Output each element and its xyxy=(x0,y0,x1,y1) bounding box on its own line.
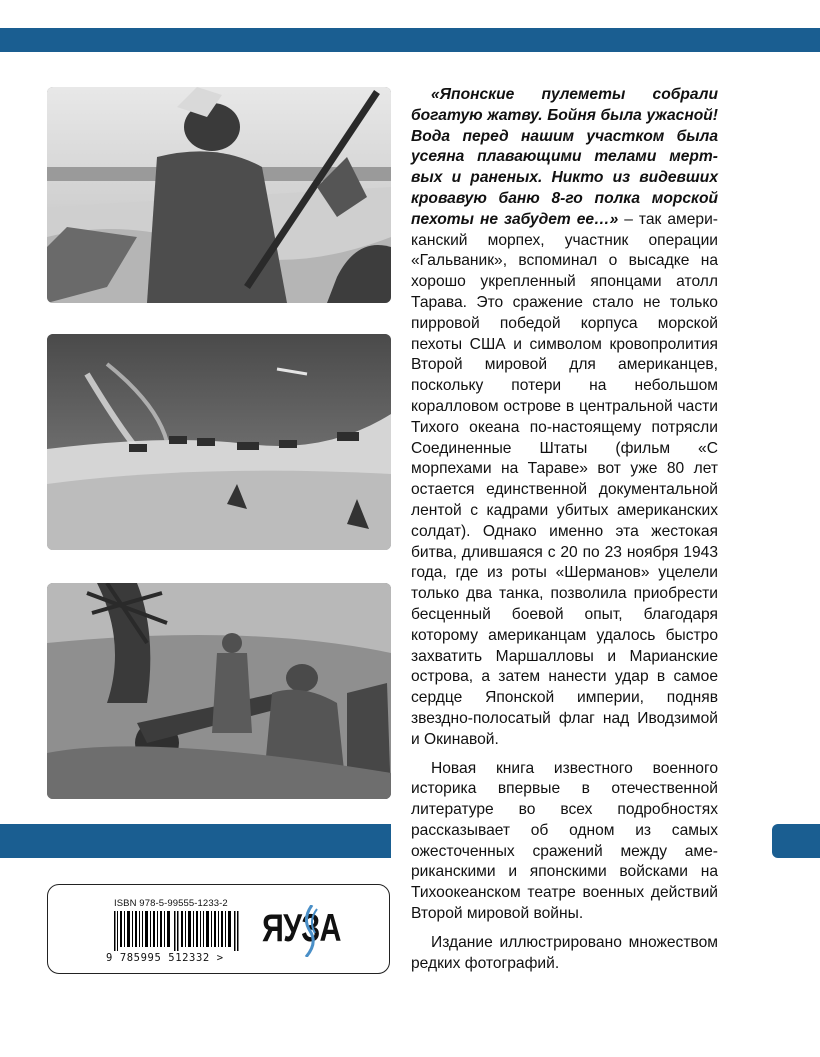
isbn-box xyxy=(47,884,390,974)
photo-artillery-crew xyxy=(47,583,391,799)
top-blue-band xyxy=(0,28,820,52)
photo-aerial-landing-image xyxy=(47,334,391,550)
middle-blue-band xyxy=(0,824,391,858)
annotation-text xyxy=(411,85,718,982)
paragraph-1-rest: – так американский морпех, участник операции «Гальваник», вспоминал о высадке на хорошо укрепленный японцами атолл Тарава. Это сражение стало не только пирровой победой корпуса морской пехоты США и символом кровопролития Второй мировой для американцев, поскольку потери на небольшом коралловом острове в центральной части Тихого океана по-настоящему потрясли Соединенные Штаты (фильм «С морпехами на Тараве» вот уже 80 лет остается единственной документальной лентой с кадрами убитых американских солдат). Однако именно эта жестокая битва, длившаяся с 20 по 23 ноября 1943 года, где из роты «Шерманов» уцелели только два танка, позволила приобрести бесценный боевой опыт, благодаря которому американцам удалось быстро захватить Маршалловы и Марианские острова, а затем нанести удар в самое сердце Японской империи, подняв звездно-полосатый флаг над Иводзимой и Окинавой. xyxy=(411,210,718,748)
photo-marine-drinking xyxy=(47,87,391,303)
publisher-logo xyxy=(262,903,341,959)
photo-aerial-landing xyxy=(47,334,391,550)
paragraph-2: Новая книга известного военного историка впервые в отечественной литературе во всех подробностях рассказывает об одном из самых ожесточенных сражений между американскими и японскими войсками на Тихоокеанском театре военных действий Второй мировой войны. xyxy=(411,759,718,923)
paragraph-3: Издание иллюстрировано множеством редких фотографий. xyxy=(411,933,718,972)
photo-artillery-crew-image xyxy=(47,583,391,799)
right-blue-tab xyxy=(772,824,820,858)
barcode-icon xyxy=(114,911,244,951)
barcode-digits: 9 785995 512332 > xyxy=(106,952,224,964)
photo-marine-drinking-image xyxy=(47,87,391,303)
publisher-logo-text: ЯУЗА xyxy=(262,907,341,950)
quote-text: «Японские пулеметы собрали богатую жатву. Бойня была ужасной! Вода перед нашим участком была усеяна плавающими телами мертвых и раненых. Никто из видевших кровавую баню 8-го полка морской пехоты не забудет ее…» xyxy=(411,86,718,228)
logo-wave-icon xyxy=(298,905,320,957)
isbn-label: ISBN 978-5-99555-1233-2 xyxy=(114,898,228,909)
paragraph-1 xyxy=(411,85,718,751)
